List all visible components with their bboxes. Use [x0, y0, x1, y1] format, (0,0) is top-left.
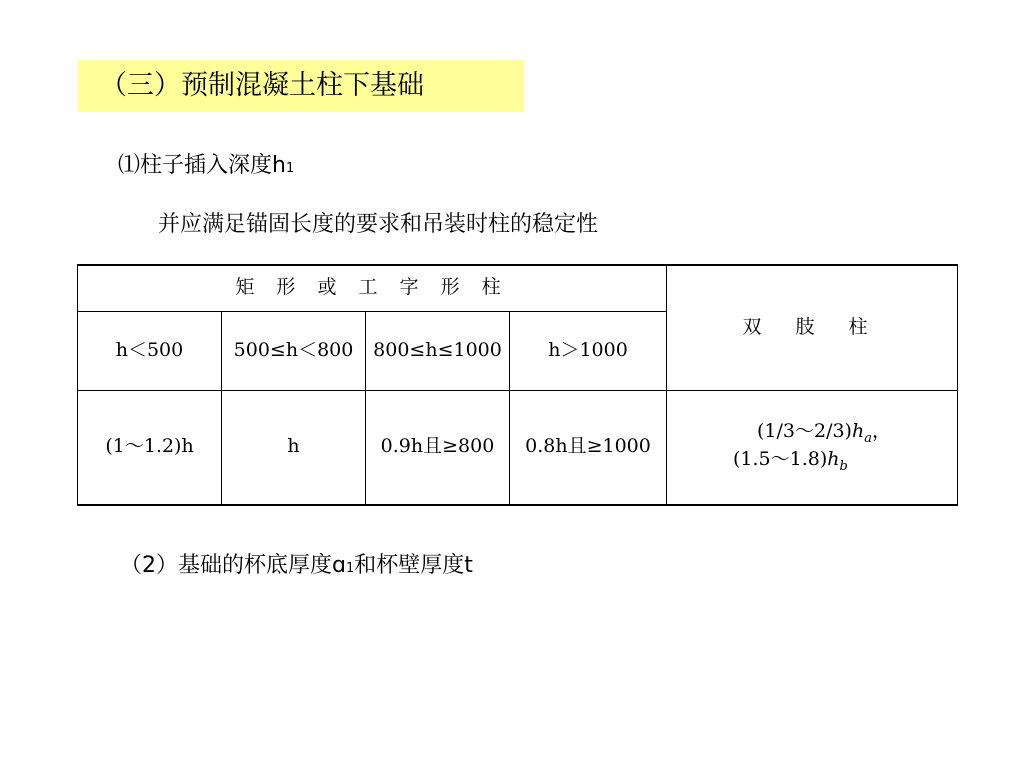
- formula-a-prefix: (1/3～2/3): [756, 419, 852, 442]
- value-col-4: 0.8h且≥1000: [510, 390, 667, 505]
- item-2-subscript: 1: [345, 561, 355, 576]
- section-title: [78, 60, 524, 112]
- header-double-limb: 双 肢 柱: [667, 265, 958, 390]
- item-1-heading: [118, 148, 294, 179]
- value-col-1: (1～1.2)h: [78, 390, 222, 505]
- item-1-text: ⑴柱子插入深度h: [118, 153, 286, 178]
- formula-b-var: $h_b$: [827, 448, 848, 475]
- item-2-text-after: 和杯壁厚度t: [354, 553, 473, 578]
- insertion-depth-table: [77, 264, 958, 506]
- header-col-4: h＞1000: [510, 311, 667, 390]
- header-col-1: h＜500: [78, 311, 222, 390]
- value-col-2: h: [222, 390, 366, 505]
- value-col-3: 0.9h且≥800: [366, 390, 510, 505]
- item-2-text-before: （2）基础的杯底厚度ɑ: [120, 553, 346, 578]
- header-col-3: 800≤h≤1000: [366, 311, 510, 390]
- header-rect-column: 矩 形 或 工 字 形 柱: [78, 265, 667, 311]
- item-2-heading: [120, 548, 473, 579]
- formula-b-prefix: (1.5～1.8): [732, 448, 828, 471]
- double-limb-formula: [733, 419, 891, 476]
- table-header-row: [78, 265, 958, 311]
- table-row: [78, 390, 958, 505]
- formula-a-suffix: ，: [871, 419, 891, 442]
- formula-a-var: $h_a$: [851, 419, 872, 446]
- section-title-text: （三）预制混凝土柱下基础: [100, 70, 424, 101]
- header-col-2: 500≤h＜800: [222, 311, 366, 390]
- item-1-subscript: 1: [285, 161, 295, 176]
- value-double-limb: [667, 390, 958, 505]
- item-1-note: [158, 207, 598, 238]
- item-1-note-text: 并应满足锚固长度的要求和吊装时柱的稳定性: [158, 212, 599, 237]
